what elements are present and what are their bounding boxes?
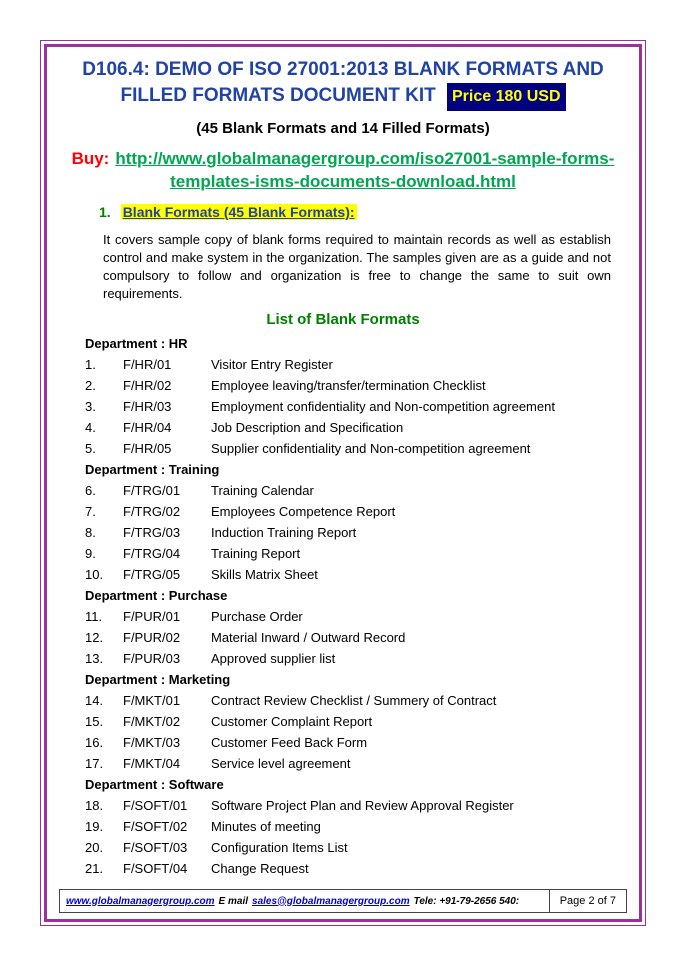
format-number: 6. bbox=[85, 483, 96, 498]
format-row bbox=[85, 501, 627, 522]
format-code: F/TRG/05 bbox=[123, 567, 181, 582]
format-row bbox=[85, 396, 627, 417]
format-number: 19. bbox=[85, 819, 104, 834]
format-title: Customer Feed Back Form bbox=[211, 735, 368, 750]
format-row bbox=[85, 753, 627, 774]
format-number: 20. bbox=[85, 840, 104, 855]
format-title: Visitor Entry Register bbox=[211, 357, 333, 372]
footer-email-link[interactable]: sales@globalmanagergroup.com bbox=[252, 895, 410, 907]
format-title: Employees Competence Report bbox=[211, 504, 396, 519]
format-title: Configuration Items List bbox=[211, 840, 348, 855]
format-code: F/HR/03 bbox=[123, 399, 172, 414]
format-code: F/PUR/02 bbox=[123, 630, 181, 645]
format-code: F/TRG/04 bbox=[123, 546, 181, 561]
format-number: 21. bbox=[85, 861, 104, 876]
format-code: F/HR/04 bbox=[123, 420, 172, 435]
format-code: F/SOFT/01 bbox=[123, 798, 188, 813]
department-heading: Department : Software bbox=[85, 777, 224, 792]
format-code: F/HR/05 bbox=[123, 441, 172, 456]
format-code: F/MKT/01 bbox=[123, 693, 181, 708]
format-code: F/MKT/02 bbox=[123, 714, 181, 729]
format-title: Minutes of meeting bbox=[211, 819, 321, 834]
format-title: Change Request bbox=[211, 861, 309, 876]
page-number: Page 2 of 7 bbox=[549, 890, 626, 912]
format-code: F/HR/02 bbox=[123, 378, 172, 393]
format-code: F/TRG/02 bbox=[123, 504, 181, 519]
section-number: 1. bbox=[99, 204, 111, 220]
format-number: 9. bbox=[85, 546, 96, 561]
format-row bbox=[85, 354, 627, 375]
format-number: 7. bbox=[85, 504, 96, 519]
format-title: Induction Training Report bbox=[211, 525, 357, 540]
department-heading: Department : HR bbox=[85, 336, 188, 351]
format-title: Training Report bbox=[211, 546, 301, 561]
format-number: 16. bbox=[85, 735, 104, 750]
format-code: F/TRG/01 bbox=[123, 483, 181, 498]
format-row bbox=[85, 480, 627, 501]
footer-website-link[interactable]: www.globalmanagergroup.com bbox=[66, 895, 215, 907]
footer-contact bbox=[60, 890, 549, 912]
format-number: 14. bbox=[85, 693, 104, 708]
format-number: 13. bbox=[85, 651, 104, 666]
price-badge: Price 180 USD bbox=[447, 83, 566, 111]
buy-label: Buy: bbox=[71, 149, 110, 168]
format-number: 11. bbox=[85, 609, 103, 624]
format-number: 4. bbox=[85, 420, 96, 435]
format-number: 2. bbox=[85, 378, 96, 393]
formats-list bbox=[85, 333, 627, 879]
format-row bbox=[85, 438, 627, 459]
format-row bbox=[85, 564, 627, 585]
document-title-line1: D106.4: DEMO OF ISO 27001:2013 BLANK FORMATS AND bbox=[82, 59, 604, 80]
document-title-line2: FILLED FORMATS DOCUMENT KIT bbox=[120, 85, 436, 106]
format-row bbox=[85, 522, 627, 543]
format-title: Material Inward / Outward Record bbox=[211, 630, 406, 645]
footer-bar bbox=[59, 889, 627, 913]
format-title: Software Project Plan and Review Approval Register bbox=[211, 798, 514, 813]
format-title: Employment confidentiality and Non-competition agreement bbox=[211, 399, 555, 414]
format-number: 3. bbox=[85, 399, 96, 414]
format-code: F/TRG/03 bbox=[123, 525, 181, 540]
intro-paragraph: It covers sample copy of blank forms required to maintain records as well as establish control and make system in the organization. The samples given are as a guide and not compulsory to follow and organization is free to change the same to suit own requirements. bbox=[103, 232, 611, 301]
format-row bbox=[85, 732, 627, 753]
buy-url-link[interactable]: http://www.globalmanagergroup.com/iso27001-sample-forms-templates-isms-documents-download.html bbox=[115, 149, 615, 191]
department-heading: Department : Marketing bbox=[85, 672, 231, 687]
format-title: Employee leaving/transfer/termination Checklist bbox=[211, 378, 486, 393]
section-heading-label: Blank Formats (45 Blank Formats): bbox=[122, 204, 355, 220]
buy-line bbox=[59, 147, 627, 193]
page-border-frame bbox=[44, 44, 642, 922]
format-title: Service level agreement bbox=[211, 756, 351, 771]
format-row bbox=[85, 417, 627, 438]
department-heading: Department : Purchase bbox=[85, 588, 228, 603]
format-title: Approved supplier list bbox=[211, 651, 336, 666]
format-row bbox=[85, 837, 627, 858]
document-subtitle: (45 Blank Formats and 14 Filled Formats) bbox=[196, 120, 490, 137]
format-number: 5. bbox=[85, 441, 96, 456]
footer-tele: Tele: +91-79-2656 540: bbox=[413, 895, 520, 907]
format-code: F/MKT/04 bbox=[123, 756, 181, 771]
format-row bbox=[85, 795, 627, 816]
format-number: 15. bbox=[85, 714, 104, 729]
format-row bbox=[85, 858, 627, 879]
format-code: F/PUR/01 bbox=[123, 609, 181, 624]
format-title: Purchase Order bbox=[211, 609, 303, 624]
format-title: Job Description and Specification bbox=[211, 420, 404, 435]
section-heading bbox=[99, 201, 627, 223]
format-title: Skills Matrix Sheet bbox=[211, 567, 318, 582]
format-number: 10. bbox=[85, 567, 104, 582]
format-row bbox=[85, 606, 627, 627]
format-code: F/SOFT/02 bbox=[123, 819, 188, 834]
format-row bbox=[85, 543, 627, 564]
department-heading: Department : Training bbox=[85, 462, 220, 477]
format-title: Contract Review Checklist / Summery of Contract bbox=[211, 693, 497, 708]
format-row bbox=[85, 690, 627, 711]
format-code: F/MKT/03 bbox=[123, 735, 181, 750]
format-row bbox=[85, 711, 627, 732]
format-row bbox=[85, 375, 627, 396]
format-row bbox=[85, 648, 627, 669]
format-title: Training Calendar bbox=[211, 483, 314, 498]
format-code: F/SOFT/04 bbox=[123, 861, 188, 876]
format-number: 12. bbox=[85, 630, 104, 645]
document-title bbox=[59, 57, 627, 111]
format-number: 1. bbox=[85, 357, 96, 372]
format-row bbox=[85, 627, 627, 648]
format-row bbox=[85, 816, 627, 837]
format-number: 18. bbox=[85, 798, 104, 813]
footer-email-label: E mail bbox=[218, 895, 249, 907]
format-code: F/PUR/03 bbox=[123, 651, 181, 666]
format-code: F/HR/01 bbox=[123, 357, 172, 372]
format-code: F/SOFT/03 bbox=[123, 840, 188, 855]
format-number: 8. bbox=[85, 525, 96, 540]
format-title: Customer Complaint Report bbox=[211, 714, 373, 729]
format-title: Supplier confidentiality and Non-competition agreement bbox=[211, 441, 531, 456]
list-title: List of Blank Formats bbox=[266, 311, 420, 328]
format-number: 17. bbox=[85, 756, 104, 771]
